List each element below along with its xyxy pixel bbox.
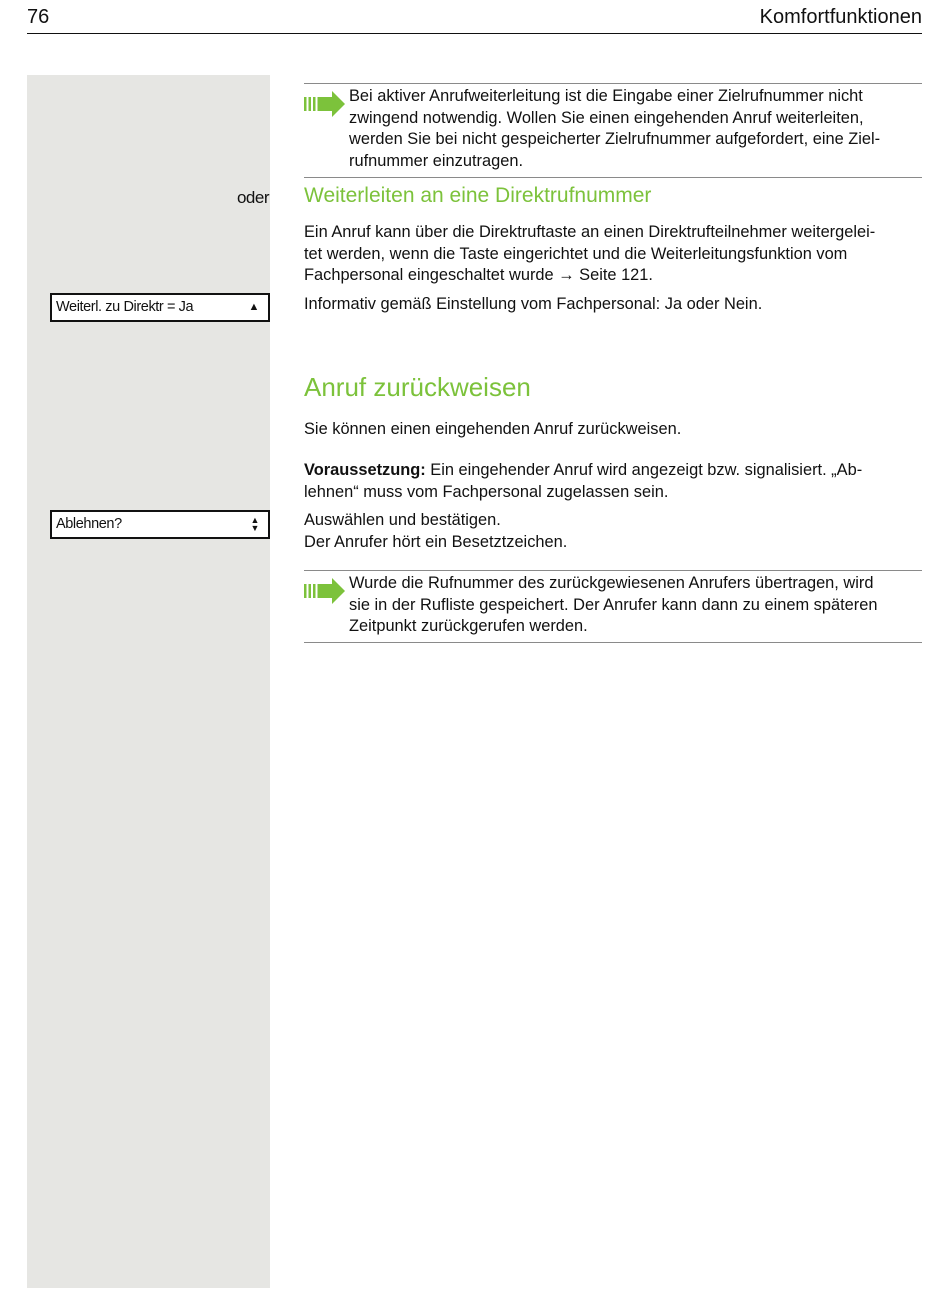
body-line: Ein Anruf kann über die Direktruftaste an einen Direktrufteilnehmer weitergelei- — [304, 223, 876, 241]
note-box-reject — [304, 570, 922, 643]
note-line: werden Sie bei nicht gespeicherter Zielrufnummer aufgefordert, eine Ziel- — [349, 130, 881, 148]
section-heading-reject: Anruf zurückweisen — [304, 372, 531, 402]
body-line: tet werden, wenn die Taste eingerichtet und die Weiterleitungsfunktion vom — [304, 244, 848, 263]
prerequisite-text: Ein eingehender Anruf wird angezeigt bzw. signalisiert. „Ab- — [425, 461, 863, 479]
oder-label: oder — [236, 188, 269, 207]
display-text: Weiterl. zu Direktr = Ja — [56, 299, 194, 315]
prerequisite-text: lehnen“ muss vom Fachpersonal zugelassen sein. — [304, 482, 669, 501]
note-arrow-icon — [304, 577, 346, 605]
note-line: rufnummer einzutragen. — [349, 151, 524, 170]
display-weiterleiten-direktruf[interactable] — [50, 293, 270, 322]
header-divider — [27, 33, 922, 34]
margin-column — [27, 75, 270, 1288]
action-line: Der Anrufer hört ein Besetztzeichen. — [304, 532, 568, 551]
note-line: Wurde die Rufnummer des zurückgewiesenen Anrufers übertragen, wird — [349, 574, 874, 592]
prerequisite-label: Voraussetzung: — [304, 461, 426, 479]
chapter-title: Komfortfunktionen — [759, 6, 922, 28]
up-down-arrows-icon: ▲ ▼ — [250, 515, 259, 533]
triangle-up-icon: ▲ — [248, 301, 259, 313]
note-box-forwarding — [304, 83, 922, 178]
reject-prerequisite — [304, 460, 924, 503]
note-line: sie in der Rufliste gespeichert. Der Anrufer kann dann zu einem späteren — [349, 595, 878, 614]
note-line: Zeitpunkt zurückgerufen werden. — [349, 617, 588, 635]
display-text: Ablehnen? — [56, 516, 122, 532]
direktruf-description — [304, 222, 924, 287]
reject-intro: Sie können einen eingehenden Anruf zurückweisen. — [304, 420, 682, 438]
note-arrow-icon — [304, 90, 346, 118]
page-number: 76 — [27, 6, 50, 28]
action-line: Auswählen und bestätigen. — [304, 511, 501, 529]
display-ablehnen[interactable] — [50, 510, 270, 539]
direktruf-info: Informativ gemäß Einstellung vom Fachpersonal: Ja oder Nein. — [304, 295, 763, 313]
note-line: zwingend notwendig. Wollen Sie einen eingehenden Anruf weiterleiten, — [349, 108, 864, 127]
note-line: Bei aktiver Anrufweiterleitung ist die Eingabe einer Zielrufnummer nicht — [349, 87, 863, 105]
section-heading-direktruf: Weiterleiten an eine Direktrufnummer — [304, 184, 652, 207]
reject-action — [304, 510, 924, 553]
body-line: Fachpersonal eingeschaltet wurde → Seite 121. — [304, 266, 653, 284]
